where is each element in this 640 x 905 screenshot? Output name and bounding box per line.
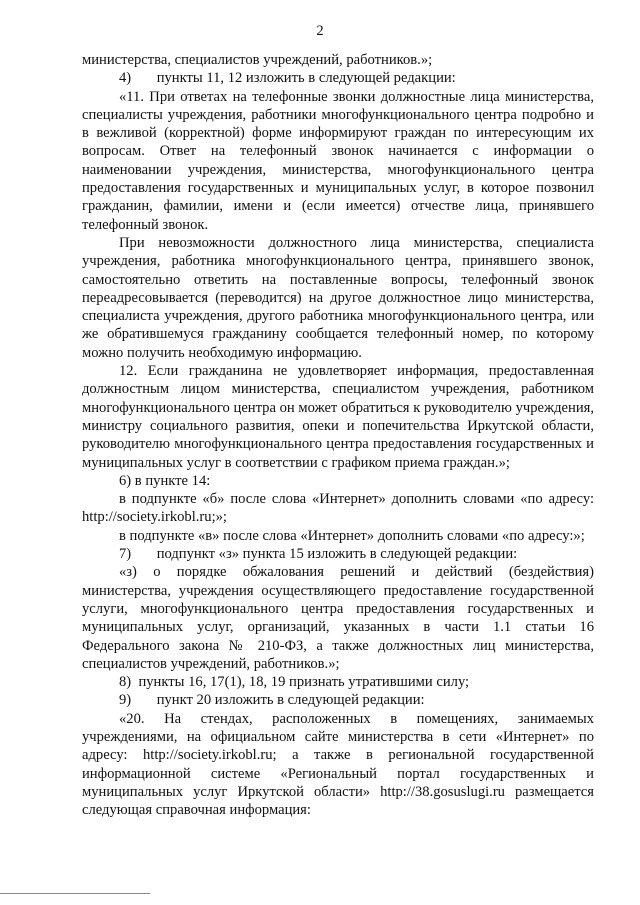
paragraph: в подпункте «б» после слова «Интернет» дополнить словами «по адресу: http://society.irkobl.ru;»; bbox=[82, 491, 594, 526]
paragraph: При невозможности должностного лица министерства, специалиста учреждения, работника многофункционального центра, принявшего звонок, самостоятельно ответить на поставленные вопросы, телефонный звонок переадресовывается (переводится) на другое должностное лицо министерства, специалиста учреждения, другого работника многофункционального центра, или же обратившемуся гражданину сообщается телефонный номер, по которому можно получить необходимую информацию. bbox=[82, 234, 594, 361]
paragraph: 8) пункты 16, 17(1), 18, 19 признать утратившими силу; bbox=[119, 674, 470, 691]
page-number: 2 bbox=[316, 23, 324, 39]
footer-divider bbox=[0, 893, 150, 894]
paragraph: «з) о порядке обжалования решений и действий (бездействия) министерства, учреждения осуществляющего предоставление государственной услуги, многофункционального центра предоставления государственных и муниципальных услуг, организаций, указанных в части 1.1 статьи 16 Федерального закона № 210-ФЗ, а также должностных лиц министерства, специалистов учреждений, работников.»; bbox=[82, 564, 594, 672]
paragraph: 4) пункты 11, 12 изложить в следующей редакции: bbox=[119, 70, 456, 87]
paragraph: 6) в пункте 14: bbox=[119, 472, 211, 489]
paragraph: министерства, специалистов учреждений, работников.»; bbox=[82, 52, 433, 68]
paragraph: «20. На стендах, расположенных в помещениях, занимаемых учреждениями, на официальном сайте министерства в сети «Интернет» по адресу: http://society.irkobl.ru; а также в региональной государственной информационной системе «Региональный портал государственных и муниципальных услуг Иркутской области» http://38.gosuslugi.ru размещается следующая справочная информация: bbox=[82, 710, 594, 819]
document-body bbox=[82, 51, 594, 819]
paragraph: 7) подпункт «з» пункта 15 изложить в следующей редакции: bbox=[119, 546, 518, 563]
paragraph: в подпункте «в» после слова «Интернет» дополнить словами «по адресу:»; bbox=[119, 527, 585, 544]
paragraph: «11. При ответах на телефонные звонки должностные лица министерства, специалисты учреждения, работники многофункционального центра подробно и в вежливой (корректной) форме информируют граждан по интересующим их вопросам. Ответ на телефонный звонок начинается с информации о наименовании учреждения, министерства, многофункционального центра предоставления государственных и муниципальных услуг, в которое позвонил гражданин, фамилии, имени и (если имеется) отчестве лица, принявшего телефонный звонок. bbox=[82, 88, 594, 233]
paragraph: 9) пункт 20 изложить в следующей редакции: bbox=[119, 692, 425, 709]
paragraph: 12. Если гражданина не удовлетворяет информация, предоставленная должностным лицом министерства, специалистом учреждения, работником многофункционального центра он может обратиться к руководителю учреждения, министру социального развития, опеки и попечительства Иркутской области, руководителю многофункционального центра предоставления государственных и муниципальных услуг в соответствии с графиком приема граждан.»; bbox=[82, 363, 594, 471]
